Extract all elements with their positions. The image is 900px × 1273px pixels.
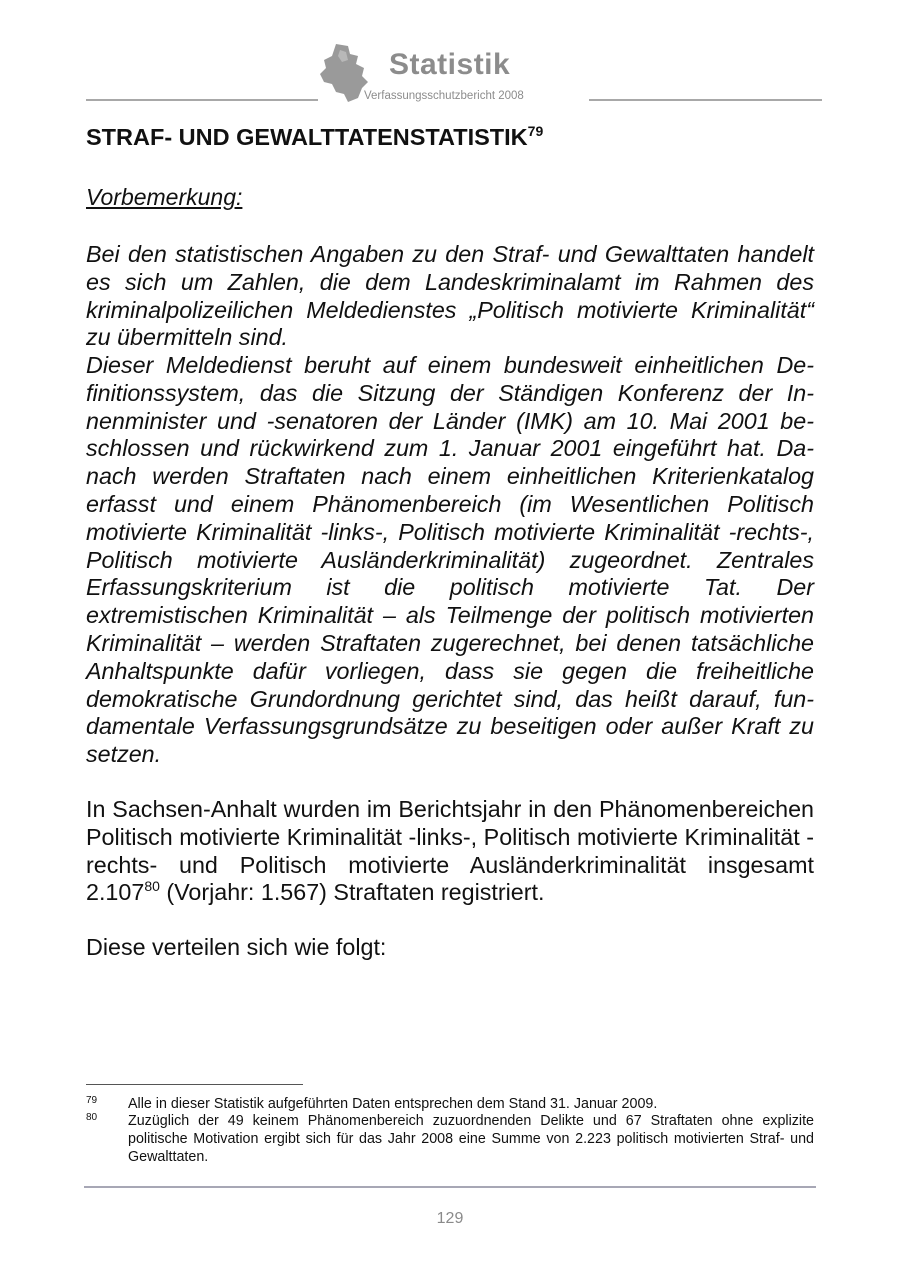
- section-subheading: Vorbemerkung:: [86, 184, 243, 210]
- footnote-79: [86, 1095, 814, 1113]
- paragraph-statistics: [86, 796, 814, 907]
- statistics-text: In Sachsen-Anhalt wurden im Berichtsjahr in den Phänomenbereichen Politisch motivierte Kriminalität -links-, Politisch motivierte Kriminalität -rechts- und Politisch motivierte Ausländerkriminalität insgesamt 2.107: [86, 796, 814, 906]
- header-subtitle: Verfassungsschutzbericht 2008: [364, 90, 524, 102]
- statistics-text-end: (Vorjahr: 1.567) Straftaten registriert.: [159, 879, 545, 906]
- page-title-text: STRAF- UND GEWALTTATENSTATISTIK: [86, 124, 528, 150]
- page-title: [86, 124, 543, 151]
- page-number: 129: [436, 1210, 464, 1227]
- footnote-80: [86, 1112, 814, 1167]
- footnote-ref-79[interactable]: 79: [527, 123, 544, 140]
- footer-rule: [84, 1186, 816, 1188]
- footnote-number: 79: [86, 1095, 98, 1106]
- paragraph-intro: Bei den statistischen Angaben zu den Straf- und Gewalttaten handelt es sich um Zahlen, die dem Landeskriminalamt im Rahmen des kriminalpolizeilichen Meldedienstes „Politisch motivierte Kriminalität“ zu übermitteln sind.: [86, 241, 814, 351]
- footnote-number: 80: [86, 1112, 98, 1123]
- footnote-ref-80[interactable]: 80: [144, 878, 160, 895]
- footnote-separator: [86, 1084, 303, 1085]
- paragraph-definition: Dieser Meldedienst beruht auf einem bundesweit einheitlichen Definitionssystem, das die Sitzung der Ständigen Konferenz der Innenminister und -senatoren der Länder (IMK) am 10. Mai 2001 beschlossen und rückwirkend zum 1. Januar 2001 eingeführt hat. Danach werden Straftaten nach einem einheitlichen Kriterienkatalog erfasst und einem Phänomenbereich (im Wesentlichen Politisch motivierte Kriminalität -links-, Politisch motivierte Kriminalität -rechts-, Politisch motivierte Ausländerkriminalität) zugeordnet. Zentrales Erfassungskriterium ist die politisch motivierte Tat. Der extremistischen Kriminalität – als Teilmenge der politisch motivierten Kriminalität – werden Straftaten zugerechnet, bei denen tatsächliche Anhaltspunkte dafür vorliegen, dass sie gegen die freiheitliche demokratische Grundordnung gerichtet sind, das heißt darauf, fundamentale Verfassungsgrundsätze zu beseitigen oder außer Kraft zu setzen.: [86, 352, 814, 768]
- paragraph-distribution: Diese verteilen sich wie folgt:: [86, 934, 387, 960]
- page-header: [86, 38, 822, 108]
- footnote-text: Alle in dieser Statistik aufgeführten Daten entsprechen dem Stand 31. Januar 2009.: [128, 1096, 658, 1112]
- header-title: Statistik: [389, 48, 511, 81]
- header-rule-right: [589, 99, 822, 101]
- footnote-text: Zuzüglich der 49 keinem Phänomenbereich zuzuordnenden Delikte und 67 Straftaten ohne explizite politische Motivation ergibt sich für das Jahr 2008 eine Summe von 2.223 politisch motivierten Straf- und Gewalttaten.: [128, 1113, 814, 1166]
- header-rule-left: [86, 99, 318, 101]
